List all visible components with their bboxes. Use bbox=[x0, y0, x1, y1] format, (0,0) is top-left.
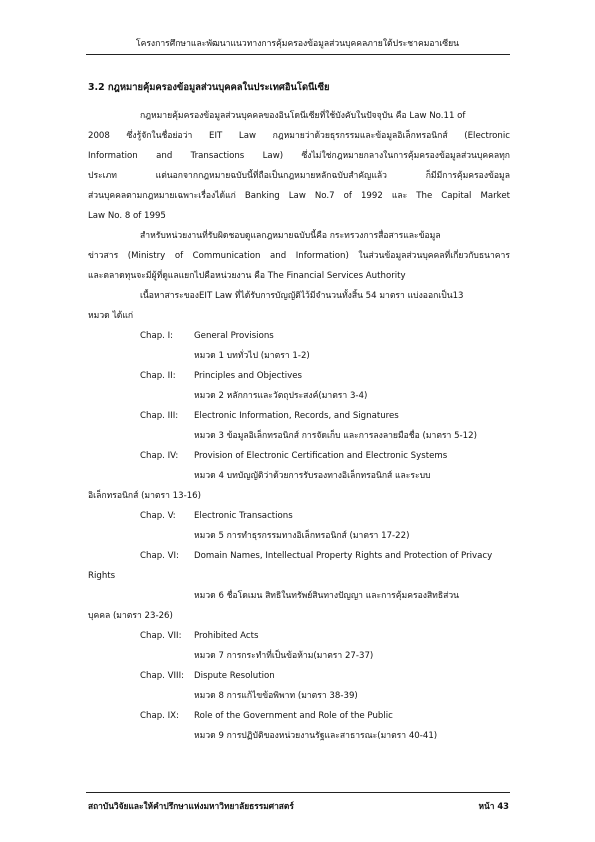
chapter-thai-title: หมวด 3 ข้อมูลอิเล็กทรอนิกส์ การจัดเก็บ และการลงลายมือชื่อ (มาตรา 5-12) bbox=[194, 431, 477, 441]
chapter-label: Chap. IV: bbox=[140, 451, 179, 461]
paragraph-1-line-5: ส่วนบุคคลตามกฎหมายเฉพาะเรื่องได้แก่ Banking Law No.7 of 1992 และ The Capital Market bbox=[88, 191, 510, 201]
paragraph-1-line-4: ประเภท แต่นอกจากกฎหมายฉบับนี้ที่ถือเป็นกฎหมายหลักฉบับสำคัญแล้ว ก็มีมีการคุ้มครองข้อมูล bbox=[88, 171, 510, 181]
chapter-english-title: General Provisions bbox=[194, 331, 274, 341]
chapter-english-title: Provision of Electronic Certification and Electronic Systems bbox=[194, 451, 448, 461]
paragraph-1-line-2: 2008 ซึ่งรู้จักในชื่อย่อว่า EIT Law กฎหมายว่าด้วยธุรกรรมและข้อมูลอิเล็กทรอนิกส์ (Electronic bbox=[88, 131, 510, 141]
chapter-thai-title: หมวด 4 บทบัญญัติว่าด้วยการรับรองทางอิเล็กทรอนิกส์ และระบบ bbox=[194, 471, 431, 481]
paragraph-1-line-6: Law No. 8 of 1995 bbox=[88, 211, 166, 221]
chapter-thai-title-continued: อิเล็กทรอนิกส์ (มาตรา 13-16) bbox=[88, 491, 201, 501]
chapter-english-title: Electronic Information, Records, and Signatures bbox=[194, 411, 399, 421]
chapter-thai-title: หมวด 1 บททั่วไป (มาตรา 1-2) bbox=[194, 351, 310, 361]
chapter-thai-title: หมวด 8 การแก้ไขข้อพิพาท (มาตรา 38-39) bbox=[194, 691, 358, 701]
chapter-thai-title: หมวด 2 หลักการและวัตถุประสงค์(มาตรา 3-4) bbox=[194, 391, 368, 401]
chapter-english-title: Role of the Government and Role of the Public bbox=[194, 711, 393, 721]
chapter-thai-title: หมวด 9 การปฏิบัติของหน่วยงานรัฐและสาธารณะ(มาตรา 40-41) bbox=[194, 731, 438, 741]
chapter-english-title: Principles and Objectives bbox=[194, 371, 302, 381]
paragraph-1-line-1: กฎหมายคุ้มครองข้อมูลส่วนบุคคลของอินโดนีเซียที่ใช้บังคับในปัจจุบัน คือ Law No.11 of bbox=[140, 111, 466, 121]
chapter-label: Chap. I: bbox=[140, 331, 174, 341]
page-number: หน้า 43 bbox=[478, 801, 509, 811]
section-heading: 3.2 กฎหมายคุ้มครองข้อมูลส่วนบุคคลในประเทศอินโดนีเซีย bbox=[88, 82, 330, 93]
chapter-english-title: Electronic Transactions bbox=[194, 511, 293, 521]
chapter-label: Chap. III: bbox=[140, 411, 179, 421]
paragraph-3-line-1: เนื้อหาสาระของEIT Law ที่ได้รับการบัญญัติไว้มีจำนวนทั้งสิ้น 54 มาตรา แบ่งออกเป็น13 bbox=[140, 291, 464, 301]
chapter-english-title-continued: Rights bbox=[88, 571, 116, 581]
chapter-thai-title: หมวด 6 ชื่อโดเมน สิทธิในทรัพย์สินทางปัญญา และการคุ้มครองสิทธิส่วน bbox=[194, 591, 460, 601]
header-rule bbox=[86, 54, 510, 55]
chapter-label: Chap. V: bbox=[140, 511, 176, 521]
chapter-label: Chap. II: bbox=[140, 371, 176, 381]
running-header: โครงการศึกษาและพัฒนาแนวทางการคุ้มครองข้อมูลส่วนบุคคลภายใต้ประชาคมอาเซียน bbox=[135, 39, 460, 49]
chapter-thai-title: หมวด 5 การทำธุรกรรมทางอิเล็กทรอนิกส์ (มาตรา 17-22) bbox=[194, 531, 410, 541]
footer-rule bbox=[86, 792, 510, 793]
chapter-label: Chap. VII: bbox=[140, 631, 182, 641]
chapter-thai-title-continued: บุคคล (มาตรา 23-26) bbox=[88, 611, 173, 621]
paragraph-2-line-3: และตลาดทุนจะมีผู้ที่ดูแลแยกไปคือหน่วยงาน คือ The Financial Services Authority bbox=[88, 271, 406, 281]
chapter-label: Chap. VIII: bbox=[140, 671, 185, 681]
chapter-label: Chap. VI: bbox=[140, 551, 179, 561]
paragraph-1-line-3: Information and Transactions Law) ซึ่งไม่ใช่กฎหมายกลางในการคุ้มครองข้อมูลส่วนบุคคลทุก bbox=[88, 151, 510, 161]
paragraph-2-line-2: ข่าวสาร (Ministry of Communication and Information) ในส่วนข้อมูลส่วนบุคคลที่เกี่ยวกับธนาคาร bbox=[88, 251, 510, 261]
chapter-english-title: Domain Names, Intellectual Property Rights and Protection of Privacy bbox=[194, 551, 493, 561]
paragraph-3-line-2: หมวด ได้แก่ bbox=[88, 311, 134, 321]
chapter-english-title: Dispute Resolution bbox=[194, 671, 275, 681]
paragraph-2-line-1: สำหรับหน่วยงานที่รับผิดชอบดูแลกฎหมายฉบับนี้คือ กระทรวงการสื่อสารและข้อมูล bbox=[140, 231, 441, 241]
chapter-label: Chap. IX: bbox=[140, 711, 179, 721]
chapter-thai-title: หมวด 7 การกระทำที่เป็นข้อห้าม(มาตรา 27-37) bbox=[194, 651, 374, 661]
chapter-english-title: Prohibited Acts bbox=[194, 631, 259, 641]
footer-institution: สถาบันวิจัยและให้คำปรึกษาแห่งมหาวิทยาลัยธรรมศาสตร์ bbox=[88, 801, 294, 811]
